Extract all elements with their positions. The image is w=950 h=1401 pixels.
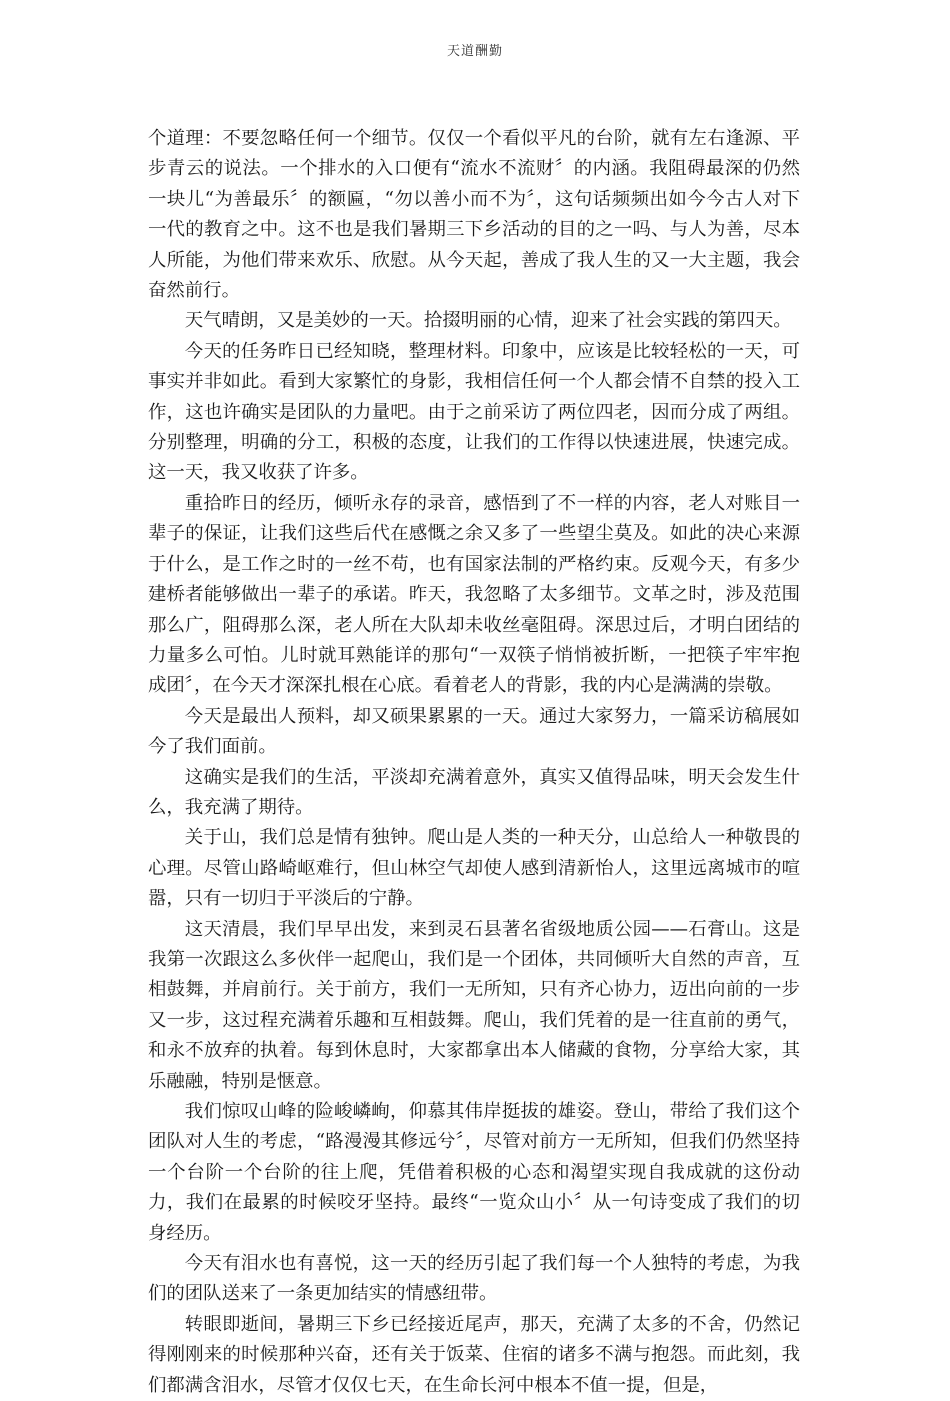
page-header: 天道酬勤 — [446, 44, 503, 59]
paragraph-6: 这确实是我们的生活，平淡却充满着意外，真实又值得品味，明天会发生什么，我充满了期待。 — [148, 766, 800, 818]
paragraph-11: 转眼即逝间，暑期三下乡已经接近尾声，那天，充满了太多的不舍，仍然记得刚刚来的时候那种兴奋，还有关于饭菜、住宿的诸多不满与抱怨。而此刻，我们都满含泪水，尽管才仅仅七天，在生命长河中根本不值一提，但是， — [148, 1313, 800, 1396]
paragraph-2: 天气晴朗，又是美妙的一天。拾掇明丽的心情，迎来了社会实践的第四天。 — [184, 310, 792, 332]
paragraph-3: 今天的任务昨日已经知晓，整理材料。印象中，应该是比较轻松的一天，可事实并非如此。看到大家繁忙的身影，我相信任何一个人都会情不自禁的投入工作，这也许确实是团队的力量吧。由于之前采访了两位四老，因而分成了两组。分别整理，明确的分工，积极的态度，让我们的工作得以快速进展，快速完成。这一天，我又收获了许多。 — [148, 340, 800, 484]
document-body — [148, 124, 800, 1401]
paragraph-7: 关于山，我们总是情有独钟。爬山是人类的一种天分，山总给人一种敬畏的心理。尽管山路崎岖难行，但山林空气却使人感到清新怡人，这里远离城市的喧嚣，只有一切归于平淡后的宁静。 — [148, 827, 800, 910]
paragraph-9: 我们惊叹山峰的险峻嶙峋，仰慕其伟岸挺拔的雄姿。登山，带给了我们这个团队对人生的考虑，“路漫漫其修远兮〞，尽管对前方一无所知，但我们仍然坚持一个台阶一个台阶的往上爬，凭借着积极的心态和渴望实现自我成就的这份动力，我们在最累的时候咬牙坚持。最终“一览众山小〞从一句诗变成了我们的切身经历。 — [148, 1101, 800, 1244]
paragraph-8: 这天清晨，我们早早出发，来到灵石县著名省级地质公园——石膏山。这是我第一次跟这么多伙伴一起爬山，我们是一个团体，共同倾听大自然的声音，互相鼓舞，并肩前行。关于前方，我们一无所知，只有齐心协力，迈出向前的一步又一步，这过程充满着乐趣和互相鼓舞。爬山，我们凭着的是一往直前的勇气，和永不放弃的执着。每到休息时，大家都拿出本人储藏的食物，分享给大家，其乐融融，特别是惬意。 — [148, 918, 800, 1092]
paragraph-10: 今天有泪水也有喜悦，这一天的经历引起了我们每一个人独特的考虑，为我们的团队送来了一条更加结实的情感纽带。 — [148, 1253, 800, 1305]
paragraph-4: 重拾昨日的经历，倾听永存的录音，感悟到了不一样的内容，老人对账目一辈子的保证，让我们这些后代在感慨之余又多了一些望尘莫及。如此的决心来源于什么，是工作之时的一丝不苟，也有国家法制的严格约束。反观今天，有多少建桥者能够做出一辈子的承诺。昨天，我忽略了太多细节。文革之时，涉及范围那么广，阻碍那么深，老人所在大队却未收丝毫阻碍。深思过后，才明白团结的力量多么可怕。儿时就耳熟能详的那句“一双筷子悄悄被折断，一把筷子牢牢抱成团〞，在今天才深深扎根在心底。看着老人的背影，我的内心是满满的崇敬。 — [148, 492, 800, 697]
paragraph-5: 今天是最出人预料，却又硕果累累的一天。通过大家努力，一篇采访稿展如今了我们面前。 — [148, 705, 800, 758]
paragraph-1: 个道理：不要忽略任何一个细节。仅仅一个看似平凡的台阶，就有左右逢源、平步青云的说法。一个排水的入口便有“流水不流财〞的内涵。我阻碍最深的仍然一块儿“为善最乐〞的额匾，“勿以善小而不为〞，这句话频频出如今今古人对下一代的教育之中。这不也是我们暑期三下乡活动的目的之一吗、与人为善，尽本人所能，为他们带来欢乐、欣慰。从今天起，善成了我人生的又一大主题，我会奋然前行。 — [148, 128, 800, 302]
